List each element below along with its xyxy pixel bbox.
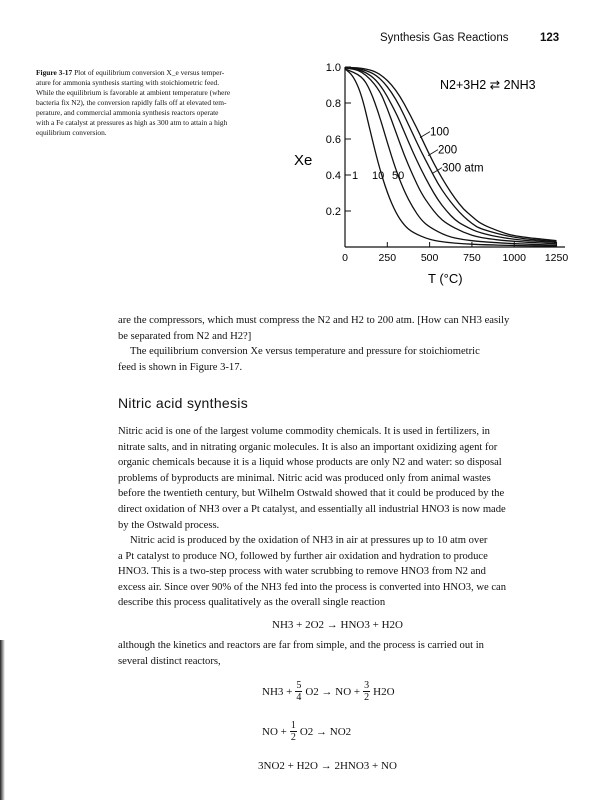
text-line: a Pt catalyst to produce NO, followed by further air oxidation and hydration to produce — [118, 550, 488, 562]
page-number: 123 — [540, 32, 560, 44]
section-title: Nitric acid synthesis — [118, 395, 249, 411]
fraction-numerator: 3 — [364, 680, 370, 691]
x-tick-label: 250 — [378, 252, 397, 264]
fraction-denominator: 4 — [296, 692, 302, 703]
text-line: be separated from N2 and H2?] — [118, 330, 252, 342]
caption-line: with a Fe catalyst at pressures as high as 300 atm to attain a high — [36, 118, 228, 127]
y-tick-label: 0.2 — [325, 206, 341, 218]
x-tick-label: 0 — [342, 252, 348, 264]
y-axis-ticks — [326, 62, 351, 218]
caption-line: perature, and commercial ammonia synthesis reactors operate — [36, 108, 219, 117]
text-line: describe this process qualitatively as the overall single reaction — [118, 597, 386, 609]
fraction-numerator: 5 — [296, 680, 302, 691]
paragraph-1 — [118, 313, 560, 344]
x-tick-label: 1250 — [544, 252, 569, 264]
caption-line: Plot of equilibrium conversion X_e versus temper- — [74, 68, 225, 77]
fraction — [290, 720, 297, 743]
text-line: before the twentieth century, but Wilhelm Ostwald showed that it could be produced by the — [118, 488, 505, 500]
text-line: several distinct reactors, — [118, 655, 221, 667]
y-tick-label: 1.0 — [325, 62, 341, 74]
curve-label-leader — [428, 150, 438, 156]
curve-label-left: 50 — [392, 170, 405, 182]
y-tick-label: 0.6 — [325, 134, 341, 146]
fraction-denominator: 2 — [290, 732, 296, 743]
x-tick-label: 1000 — [502, 252, 526, 264]
reaction-rhs: H2O — [373, 685, 395, 698]
reaction-3: 3NO2 + H2O → 2HNO3 + NO — [258, 760, 397, 772]
x-tick-label: 500 — [420, 252, 439, 264]
caption-line: bacteria fix N2), the conversion rapidly falls off at elevated tem- — [36, 98, 227, 107]
overall-reaction: NH3 + 2O2 → HNO3 + H2O — [272, 619, 403, 631]
y-axis-label: Xe — [294, 152, 313, 169]
text-line: although the kinetics and reactors are far from simple, and the process is carried out in — [118, 640, 484, 651]
paragraph-2 — [118, 344, 560, 375]
text-line: by the Ostwald process. — [118, 519, 220, 531]
reaction-lhs: NO + — [262, 725, 287, 738]
text-line: direct oxidation of NH3 over a Pt catalyst, and essentially all industrial HNO3 is now made — [118, 503, 506, 515]
text-line: Nitric acid is produced by the oxidation of NH3 in air at pressures up to 10 atm over — [130, 535, 488, 546]
text-line: problems of byproducts are minimal. Nitric acid was produced only from animal wastes — [118, 472, 491, 484]
text-line: excess air. Since over 90% of the NH3 fed into the process is converted into HNO3, we can — [118, 581, 507, 593]
curves — [345, 67, 557, 246]
curve-label-left: 10 — [372, 170, 385, 182]
paragraph-4 — [118, 533, 560, 611]
curve-label-leader — [420, 132, 430, 138]
fraction-numerator: 1 — [290, 720, 296, 731]
text-line: HNO3. This is a two-step process with water scrubbing to remove HNO3 from N2 and — [118, 566, 486, 578]
curve-1 — [345, 69, 557, 246]
equilibrium-conversion-chart — [290, 55, 590, 295]
figure-caption — [36, 68, 281, 138]
text-line: The equilibrium conversion Xe versus temperature and pressure for stoichiometric — [130, 346, 480, 357]
reaction-lhs: NH3 + — [262, 685, 293, 698]
binding-shadow — [0, 640, 5, 800]
fraction — [295, 680, 302, 703]
text-line: are the compressors, which must compress the N2 and H2 to 200 atm. [How can NH3 easily — [118, 315, 510, 326]
text-line: nitrate salts, and in nitrating organic molecules. It is also an important oxidizing agent for — [118, 441, 498, 453]
reaction-mid: O2 → NO + — [305, 685, 361, 698]
reaction-label: N2+3H2 ⇄ 2NH3 — [440, 78, 536, 92]
curve-label-right: 300 atm — [442, 162, 484, 175]
curve-label-right: 100 — [430, 126, 450, 139]
y-tick-label: 0.4 — [325, 170, 341, 182]
figure-label: Figure 3-17 — [36, 68, 73, 77]
caption-line: ature for ammonia synthesis starting with stoichiometric feed. — [36, 78, 220, 87]
running-title: Synthesis Gas Reactions — [380, 32, 509, 44]
y-tick-label: 0.8 — [325, 98, 341, 110]
text-line: organic chemicals because it is a liquid whose products are only N2 and water: so disposal — [118, 457, 502, 469]
paragraph-3 — [118, 424, 560, 533]
caption-line: equilibrium conversion. — [36, 128, 107, 137]
fraction-denominator: 2 — [364, 692, 370, 703]
x-axis-label: T (°C) — [428, 271, 463, 286]
paragraph-5 — [118, 638, 560, 669]
text-line: Nitric acid is one of the largest volume commodity chemicals. It is used in fertilizers, in — [118, 426, 490, 437]
curve-label-left: 1 — [352, 170, 359, 182]
text-line: feed is shown in Figure 3-17. — [118, 361, 243, 373]
reaction-mid: O2 → NO2 — [299, 725, 352, 738]
x-tick-label: 750 — [463, 252, 481, 264]
reaction-2 — [262, 720, 351, 743]
curve-label-right: 200 — [438, 144, 458, 157]
fraction — [363, 680, 370, 703]
caption-line: While the equilibrium is favorable at ambient temperature (where — [36, 88, 231, 97]
reaction-1 — [262, 680, 395, 703]
